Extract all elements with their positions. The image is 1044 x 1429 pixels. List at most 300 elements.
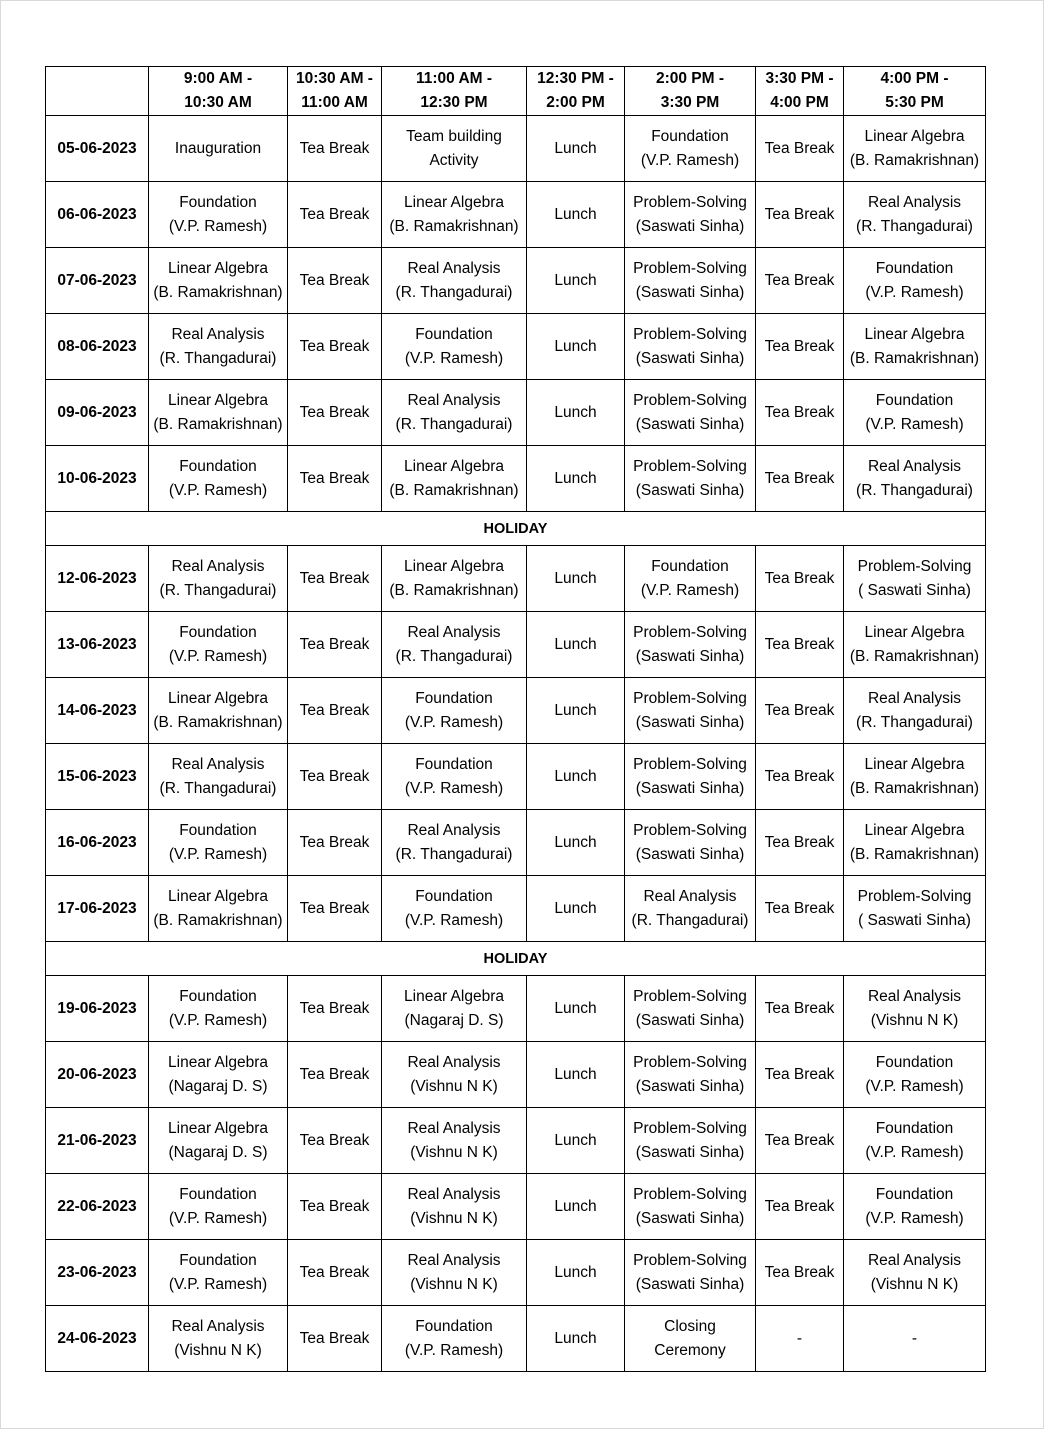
session-cell: [527, 446, 625, 512]
cell-text-line: Problem-Solving: [633, 1053, 747, 1071]
schedule-row: [46, 1174, 986, 1240]
cell-text-line: Tea Break: [299, 1197, 370, 1215]
session-cell: [527, 1306, 625, 1372]
cell-text-line: Real Analysis: [171, 755, 265, 773]
cell-text-line: Activity: [429, 151, 479, 169]
cell-text-line: Linear Algebra: [864, 127, 965, 145]
date-cell: 15-06-2023: [46, 744, 149, 810]
cell-text-line: Foundation: [179, 821, 257, 839]
session-cell: [288, 744, 382, 810]
cell-text-line: Tea Break: [764, 271, 835, 289]
cell-text-line: Lunch: [554, 139, 597, 157]
session-cell: [288, 810, 382, 876]
cell-text-line: (B. Ramakrishnan): [389, 217, 519, 235]
cell-text-line: Lunch: [554, 1197, 597, 1215]
session-cell: [149, 612, 288, 678]
cell-text-line: (B. Ramakrishnan): [153, 713, 283, 731]
time-slot-header: [382, 67, 527, 116]
date-cell: 21-06-2023: [46, 1108, 149, 1174]
session-cell: [625, 380, 756, 446]
cell-text-line: Real Analysis: [643, 887, 737, 905]
cell-text-line: Problem-Solving: [633, 1251, 747, 1269]
schedule-row: [46, 744, 986, 810]
cell-text-line: (V.P. Ramesh): [640, 581, 740, 599]
date-cell: 13-06-2023: [46, 612, 149, 678]
cell-text-line: Lunch: [554, 1263, 597, 1281]
header-row: [46, 67, 986, 116]
cell-text-line: Tea Break: [764, 635, 835, 653]
session-cell: [844, 116, 986, 182]
session-cell: [625, 1174, 756, 1240]
cell-text-line: Foundation: [179, 1251, 257, 1269]
cell-text-line: (R. Thangadurai): [856, 481, 973, 499]
cell-text-line: Foundation: [651, 127, 729, 145]
cell-text-line: ( Saswati Sinha): [858, 911, 971, 929]
session-cell: [625, 182, 756, 248]
holiday-label: HOLIDAY: [46, 942, 986, 976]
cell-text-line: Linear Algebra: [168, 1053, 268, 1071]
table-body: [46, 116, 986, 1372]
cell-text-line: Problem-Solving: [633, 457, 747, 475]
session-cell: [288, 546, 382, 612]
session-cell: [756, 744, 844, 810]
session-cell: [527, 116, 625, 182]
session-cell: [288, 182, 382, 248]
cell-text-line: 3:30 PM -: [765, 70, 834, 87]
cell-text-line: (Vishnu N K): [410, 1077, 498, 1095]
cell-text-line: Lunch: [554, 701, 597, 719]
cell-text-line: Foundation: [875, 391, 954, 409]
cell-text-line: 4:00 PM: [770, 94, 829, 111]
cell-text-line: Lunch: [554, 205, 597, 223]
cell-text-line: Tea Break: [764, 139, 835, 157]
cell-text-line: (V.P. Ramesh): [865, 1209, 964, 1227]
cell-text-line: Real Analysis: [867, 457, 962, 475]
session-cell: [149, 546, 288, 612]
session-cell: [756, 314, 844, 380]
cell-text-line: Tea Break: [299, 1065, 370, 1083]
cell-text-line: Tea Break: [299, 767, 370, 785]
session-cell: [382, 546, 527, 612]
cell-text-line: Tea Break: [764, 1131, 835, 1149]
cell-text-line: (V.P. Ramesh): [865, 1077, 964, 1095]
session-cell: [149, 116, 288, 182]
session-cell: [625, 1240, 756, 1306]
cell-text-line: Foundation: [415, 755, 493, 773]
session-cell: [844, 380, 986, 446]
session-cell: [527, 678, 625, 744]
session-cell: [844, 744, 986, 810]
session-cell: [844, 1108, 986, 1174]
session-cell: [844, 182, 986, 248]
cell-text-line: Lunch: [554, 833, 597, 851]
cell-text-line: (R. Thangadurai): [159, 779, 277, 797]
cell-text-line: (Vishnu N K): [410, 1275, 498, 1293]
cell-text-line: Real Analysis: [867, 987, 962, 1005]
cell-text-line: Real Analysis: [407, 1251, 501, 1269]
cell-text-line: ( Saswati Sinha): [858, 581, 971, 599]
cell-text-line: Tea Break: [299, 271, 370, 289]
cell-text-line: (V.P. Ramesh): [865, 415, 964, 433]
cell-text-line: Problem-Solving: [633, 987, 747, 1005]
cell-text-line: Foundation: [179, 193, 257, 211]
session-cell: [527, 182, 625, 248]
cell-text-line: Lunch: [554, 337, 597, 355]
cell-text-line: Linear Algebra: [404, 557, 504, 575]
session-cell: [149, 446, 288, 512]
cell-text-line: Foundation: [415, 1317, 493, 1335]
cell-text-line: Lunch: [554, 1065, 597, 1083]
cell-text-line: (R. Thangadurai): [856, 217, 973, 235]
holiday-row: [46, 942, 986, 976]
cell-text-line: (Vishnu N K): [870, 1275, 959, 1293]
cell-text-line: Tea Break: [299, 1329, 370, 1347]
cell-text-line: Tea Break: [764, 833, 835, 851]
cell-text-line: (Saswati Sinha): [635, 1143, 745, 1161]
session-cell: [625, 1306, 756, 1372]
cell-text-line: Linear Algebra: [168, 259, 268, 277]
cell-text-line: (B. Ramakrishnan): [849, 647, 980, 665]
session-cell: [149, 1042, 288, 1108]
cell-text-line: (V.P. Ramesh): [404, 779, 504, 797]
cell-text-line: (B. Ramakrishnan): [389, 581, 519, 599]
cell-text-line: Real Analysis: [407, 1053, 501, 1071]
session-cell: [756, 810, 844, 876]
session-cell: [625, 314, 756, 380]
cell-text-line: Problem-Solving: [633, 391, 747, 409]
cell-text-line: Problem-Solving: [633, 623, 747, 641]
session-cell: [625, 446, 756, 512]
session-cell: [288, 446, 382, 512]
session-cell: [625, 976, 756, 1042]
cell-text-line: Tea Break: [299, 701, 370, 719]
cell-text-line: Foundation: [875, 1119, 954, 1137]
session-cell: [625, 612, 756, 678]
session-cell: [625, 876, 756, 942]
session-cell: [149, 1306, 288, 1372]
cell-text-line: Problem-Solving: [633, 1119, 747, 1137]
cell-text-line: (V.P. Ramesh): [168, 217, 268, 235]
cell-text-line: Tea Break: [299, 833, 370, 851]
schedule-row: [46, 678, 986, 744]
session-cell: [288, 1108, 382, 1174]
session-cell: [527, 1108, 625, 1174]
session-cell: [844, 1042, 986, 1108]
cell-text-line: Real Analysis: [867, 193, 962, 211]
cell-text-line: Team building: [406, 127, 502, 145]
date-cell: 19-06-2023: [46, 976, 149, 1042]
session-cell: [844, 810, 986, 876]
cell-text-line: Linear Algebra: [168, 887, 268, 905]
session-cell: [756, 248, 844, 314]
session-cell: [527, 612, 625, 678]
cell-text-line: (Vishnu N K): [870, 1011, 959, 1029]
cell-text-line: (Nagaraj D. S): [404, 1011, 504, 1029]
schedule-row: [46, 182, 986, 248]
time-slot-header: [527, 67, 625, 116]
cell-text-line: (R. Thangadurai): [395, 647, 513, 665]
session-cell: [844, 1306, 986, 1372]
session-cell: [844, 976, 986, 1042]
cell-text-line: Linear Algebra: [864, 755, 965, 773]
schedule-row: [46, 546, 986, 612]
session-cell: [382, 116, 527, 182]
cell-text-line: Ceremony: [654, 1341, 726, 1359]
cell-text-line: (Saswati Sinha): [635, 1275, 745, 1293]
cell-text-line: Foundation: [179, 457, 257, 475]
cell-text-line: (V.P. Ramesh): [168, 845, 268, 863]
cell-text-line: (Saswati Sinha): [635, 481, 745, 499]
schedule-row: [46, 1240, 986, 1306]
cell-text-line: Real Analysis: [171, 1317, 265, 1335]
session-cell: [382, 314, 527, 380]
cell-text-line: (Vishnu N K): [410, 1209, 498, 1227]
cell-text-line: (Saswati Sinha): [635, 647, 745, 665]
cell-text-line: Foundation: [415, 689, 493, 707]
cell-text-line: Real Analysis: [407, 623, 501, 641]
cell-text-line: Tea Break: [764, 999, 835, 1017]
schedule-row: [46, 1108, 986, 1174]
cell-text-line: (V.P. Ramesh): [404, 911, 504, 929]
session-cell: [844, 612, 986, 678]
cell-text-line: (B. Ramakrishnan): [153, 283, 283, 301]
session-cell: [149, 1240, 288, 1306]
date-cell: 10-06-2023: [46, 446, 149, 512]
cell-text-line: 11:00 AM: [301, 94, 368, 111]
time-slot-header: [756, 67, 844, 116]
cell-text-line: Linear Algebra: [864, 325, 965, 343]
cell-text-line: Problem-Solving: [633, 259, 747, 277]
cell-text-line: (R. Thangadurai): [159, 581, 277, 599]
session-cell: [625, 678, 756, 744]
cell-text-line: Tea Break: [764, 569, 835, 587]
session-cell: [844, 546, 986, 612]
cell-text-line: Foundation: [179, 1185, 257, 1203]
cell-text-line: Tea Break: [299, 337, 370, 355]
cell-text-line: Lunch: [554, 1131, 597, 1149]
cell-text-line: 10:30 AM -: [296, 70, 373, 87]
cell-text-line: (Nagaraj D. S): [168, 1077, 268, 1095]
session-cell: [756, 546, 844, 612]
session-cell: [844, 248, 986, 314]
session-cell: [527, 248, 625, 314]
cell-text-line: (B. Ramakrishnan): [153, 911, 283, 929]
cell-text-line: Real Analysis: [407, 1119, 501, 1137]
session-cell: [288, 380, 382, 446]
session-cell: [149, 744, 288, 810]
cell-text-line: Lunch: [554, 403, 597, 421]
cell-text-line: 12:30 PM: [420, 94, 488, 111]
cell-text-line: Foundation: [651, 557, 729, 575]
cell-text-line: Inauguration: [174, 139, 262, 157]
session-cell: [756, 446, 844, 512]
cell-text-line: Foundation: [415, 887, 493, 905]
session-cell: [149, 182, 288, 248]
cell-text-line: (B. Ramakrishnan): [389, 481, 519, 499]
cell-text-line: Tea Break: [764, 767, 835, 785]
schedule-table: [45, 66, 986, 1372]
session-cell: [844, 1240, 986, 1306]
cell-text-line: (Saswati Sinha): [635, 779, 745, 797]
cell-text-line: Tea Break: [764, 899, 835, 917]
cell-text-line: Linear Algebra: [168, 1119, 268, 1137]
session-cell: [844, 1174, 986, 1240]
session-cell: [625, 744, 756, 810]
cell-text-line: Lunch: [554, 469, 597, 487]
cell-text-line: (V.P. Ramesh): [404, 1341, 504, 1359]
session-cell: [382, 1108, 527, 1174]
session-cell: [149, 1108, 288, 1174]
cell-text-line: (V.P. Ramesh): [404, 349, 504, 367]
cell-text-line: (R. Thangadurai): [395, 283, 513, 301]
cell-text-line: Tea Break: [764, 403, 835, 421]
session-cell: [382, 1174, 527, 1240]
holiday-label: HOLIDAY: [46, 512, 986, 546]
cell-text-line: 2:00 PM -: [655, 70, 725, 87]
cell-text-line: Problem-Solving: [633, 821, 747, 839]
session-cell: [527, 1042, 625, 1108]
cell-text-line: Tea Break: [764, 1065, 835, 1083]
session-cell: [527, 546, 625, 612]
session-cell: [149, 678, 288, 744]
holiday-row: [46, 512, 986, 546]
cell-text-line: (Saswati Sinha): [635, 845, 745, 863]
cell-text-line: (V.P. Ramesh): [168, 1275, 268, 1293]
cell-text-line: (Vishnu N K): [410, 1143, 498, 1161]
cell-text-line: (R. Thangadurai): [395, 845, 513, 863]
cell-text-line: Tea Break: [299, 999, 370, 1017]
cell-text-line: (Saswati Sinha): [635, 1077, 745, 1095]
date-cell: 16-06-2023: [46, 810, 149, 876]
date-cell: 07-06-2023: [46, 248, 149, 314]
session-cell: [288, 612, 382, 678]
cell-text-line: (Saswati Sinha): [635, 415, 745, 433]
cell-text-line: (Saswati Sinha): [635, 283, 745, 301]
time-slot-header: [288, 67, 382, 116]
schedule-row: [46, 1306, 986, 1372]
date-cell: 09-06-2023: [46, 380, 149, 446]
session-cell: [844, 876, 986, 942]
session-cell: [625, 1042, 756, 1108]
cell-text-line: (R. Thangadurai): [159, 349, 277, 367]
session-cell: [382, 248, 527, 314]
cell-text-line: Lunch: [554, 767, 597, 785]
cell-text-line: Tea Break: [764, 701, 835, 719]
cell-text-line: Problem-Solving: [633, 193, 747, 211]
cell-text-line: Lunch: [554, 271, 597, 289]
session-cell: [527, 380, 625, 446]
cell-text-line: 5:30 PM: [885, 94, 944, 111]
cell-text-line: Lunch: [554, 1329, 597, 1347]
date-cell: 06-06-2023: [46, 182, 149, 248]
cell-text-line: Foundation: [875, 1053, 954, 1071]
session-cell: [149, 1174, 288, 1240]
cell-text-line: (B. Ramakrishnan): [849, 151, 980, 169]
cell-text-line: (V.P. Ramesh): [865, 1143, 964, 1161]
session-cell: [527, 876, 625, 942]
session-cell: [288, 1306, 382, 1372]
cell-text-line: (V.P. Ramesh): [168, 1011, 268, 1029]
session-cell: [149, 876, 288, 942]
cell-text-line: 11:00 AM -: [415, 70, 493, 87]
cell-text-line: Tea Break: [299, 205, 370, 223]
session-cell: [756, 116, 844, 182]
session-cell: [288, 116, 382, 182]
cell-text-line: -: [911, 1329, 918, 1347]
session-cell: [756, 1174, 844, 1240]
cell-text-line: Tea Break: [299, 403, 370, 421]
session-cell: [149, 248, 288, 314]
schedule-row: [46, 612, 986, 678]
cell-text-line: (Saswati Sinha): [635, 217, 745, 235]
cell-text-line: Tea Break: [299, 899, 370, 917]
cell-text-line: Tea Break: [299, 139, 370, 157]
cell-text-line: 10:30 AM: [184, 94, 252, 111]
cell-text-line: 12:30 PM -: [537, 70, 614, 87]
session-cell: [844, 446, 986, 512]
cell-text-line: 2:00 PM: [546, 94, 605, 111]
cell-text-line: Real Analysis: [407, 391, 501, 409]
cell-text-line: (B. Ramakrishnan): [849, 779, 980, 797]
cell-text-line: Foundation: [179, 987, 257, 1005]
session-cell: [288, 1240, 382, 1306]
cell-text-line: (Saswati Sinha): [635, 1209, 745, 1227]
session-cell: [288, 876, 382, 942]
cell-text-line: Linear Algebra: [404, 987, 504, 1005]
cell-text-line: Linear Algebra: [404, 457, 504, 475]
cell-text-line: Closing: [664, 1317, 716, 1335]
time-slot-header: [844, 67, 986, 116]
session-cell: [527, 744, 625, 810]
session-cell: [625, 546, 756, 612]
date-cell: 24-06-2023: [46, 1306, 149, 1372]
cell-text-line: Tea Break: [764, 337, 835, 355]
cell-text-line: (R. Thangadurai): [395, 415, 513, 433]
session-cell: [382, 1042, 527, 1108]
cell-text-line: 3:30 PM: [660, 94, 720, 111]
session-cell: [382, 678, 527, 744]
session-cell: [625, 116, 756, 182]
schedule-row: [46, 314, 986, 380]
session-cell: [756, 1042, 844, 1108]
session-cell: [756, 876, 844, 942]
cell-text-line: Tea Break: [764, 1263, 835, 1281]
date-cell: 14-06-2023: [46, 678, 149, 744]
session-cell: [527, 976, 625, 1042]
date-cell: 23-06-2023: [46, 1240, 149, 1306]
cell-text-line: (B. Ramakrishnan): [849, 845, 980, 863]
cell-text-line: Lunch: [554, 569, 597, 587]
session-cell: [382, 976, 527, 1042]
cell-text-line: (V.P. Ramesh): [168, 1209, 268, 1227]
cell-text-line: Problem-Solving: [857, 557, 972, 575]
cell-text-line: (Nagaraj D. S): [168, 1143, 268, 1161]
session-cell: [149, 810, 288, 876]
cell-text-line: (V.P. Ramesh): [168, 647, 268, 665]
session-cell: [288, 678, 382, 744]
session-cell: [382, 810, 527, 876]
session-cell: [756, 612, 844, 678]
cell-text-line: Tea Break: [299, 1263, 370, 1281]
session-cell: [756, 1306, 844, 1372]
session-cell: [844, 678, 986, 744]
session-cell: [527, 810, 625, 876]
schedule-row: [46, 248, 986, 314]
session-cell: [527, 1174, 625, 1240]
cell-text-line: Real Analysis: [407, 1185, 501, 1203]
cell-text-line: Lunch: [554, 999, 597, 1017]
header-corner-cell: [46, 67, 149, 116]
